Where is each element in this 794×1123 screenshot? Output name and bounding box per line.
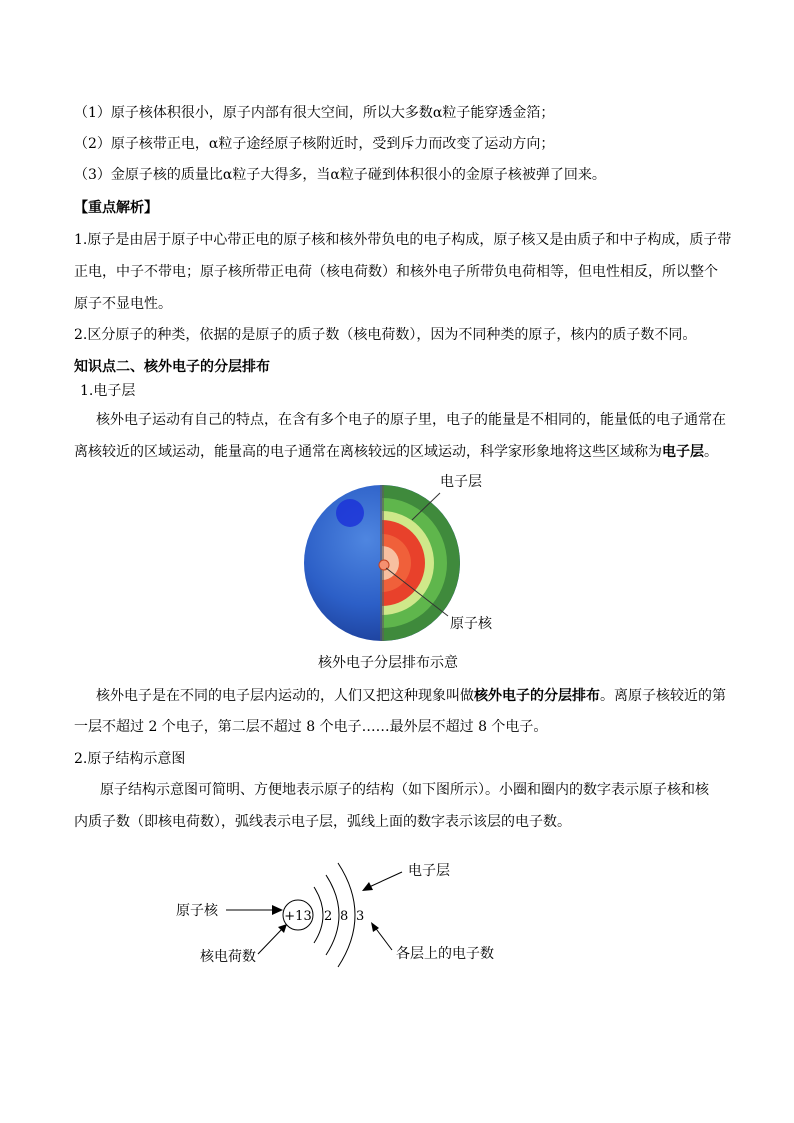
label-nucleus: 原子核 bbox=[176, 903, 218, 919]
electron-shell-illustration bbox=[300, 468, 510, 653]
shell-2-count: 8 bbox=[340, 909, 349, 924]
analysis-1-line-2: 正电，中子不带电；原子核所带正电荷（核电荷数）和核外电子所带负电荷相等，但电性相反，所以整个 bbox=[74, 264, 718, 280]
analysis-1-line-1: 1.原子是由居于原子中心带正电的原子核和核外带负电的电子构成，原子核又是由质子和中子构成，质子带 bbox=[74, 232, 732, 248]
label-electron-shell: 电子层 bbox=[440, 474, 482, 490]
term-electron-shell: 电子层 bbox=[662, 444, 704, 460]
section-heading: 知识点二、核外电子的分层排布 bbox=[74, 359, 270, 375]
paragraph-4-line-2: 一层不超过 2 个电子，第二层不超过 8 个电子……最外层不超过 8 个电子。 bbox=[74, 719, 548, 735]
point-1: （1）原子核体积很小，原子内部有很大空间，所以大多数α粒子能穿透金箔； bbox=[74, 105, 555, 121]
analysis-2: 2.区分原子的种类，依据的是原子的质子数（核电荷数），因为不同种类的原子，核内的质子数不同。 bbox=[74, 327, 697, 343]
paragraph-3-line-2: 离核较近的区域运动，能量高的电子通常在离核较远的区域运动，科学家形象地将这些区域称为电子层。 bbox=[74, 444, 718, 460]
shell-3-count: 3 bbox=[356, 909, 365, 924]
paragraph-5-line-1: 原子结构示意图可简明、方便地表示原子的结构（如下图所示）。小圈和圈内的数字表示原子核和核 bbox=[100, 782, 709, 798]
label-electrons-per-shell: 各层上的电子数 bbox=[396, 946, 494, 962]
shell-1-count: 2 bbox=[324, 909, 333, 924]
label-nucleus: 原子核 bbox=[450, 616, 492, 632]
paragraph-5-line-2: 内质子数（即核电荷数），弧线表示电子层，弧线上面的数字表示该层的电子数。 bbox=[74, 814, 571, 830]
paragraph-3-line-1: 核外电子运动有自己的特点，在含有多个电子的原子里，电子的能量是不相同的，能量低的电子通常在 bbox=[96, 412, 726, 428]
label-electron-shell: 电子层 bbox=[408, 863, 450, 879]
subheading-structure-diagram: 2.原子结构示意图 bbox=[74, 751, 186, 767]
key-analysis-heading: 【重点解析】 bbox=[74, 200, 158, 216]
nucleus-charge: +13 bbox=[284, 909, 312, 924]
subheading-electron-shell: 1.电子层 bbox=[80, 383, 136, 399]
figure-1-caption: 核外电子分层排布示意 bbox=[318, 655, 458, 671]
paragraph-4-line-1: 核外电子是在不同的电子层内运动的，人们又把这种现象叫做核外电子的分层排布。离原子核较近的第 bbox=[96, 688, 726, 704]
label-nuclear-charge: 核电荷数 bbox=[200, 949, 256, 965]
analysis-1-line-3: 原子不显电性。 bbox=[74, 296, 172, 312]
term-layered-arrangement: 核外电子的分层排布 bbox=[474, 688, 600, 704]
point-3: （3）金原子核的质量比α粒子大得多，当α粒子碰到体积很小的金原子核被弹了回来。 bbox=[74, 167, 606, 183]
point-2: （2）原子核带正电，α粒子途经原子核附近时，受到斥力而改变了运动方向； bbox=[74, 136, 555, 152]
atomic-structure-diagram bbox=[160, 850, 520, 970]
